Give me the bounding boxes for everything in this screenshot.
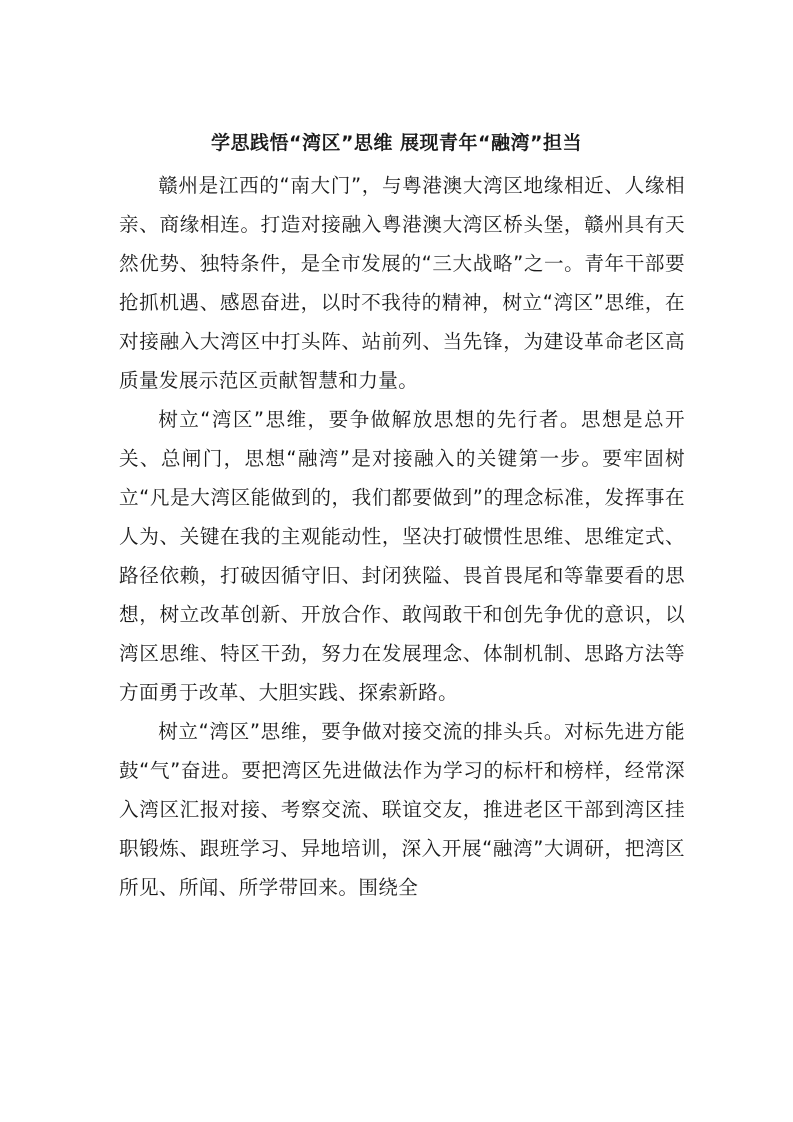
document-body	[119, 166, 685, 907]
paragraph-emancipate-thinking: 树立“湾区”思维，要争做解放思想的先行者。思想是总开关、总闸门，思想“融湾”是对接融入的关键第一步。要牢固树立“凡是大湾区能做到的，我们都要做到”的理念标准，发挥事在人为、关键在我的主观能动性，坚决打破惯性思维、思维定式、路径依赖，打破因循守旧、封闭狭隘、畏首畏尾和等靠要看的思想，树立改革创新、开放合作、敢闯敢干和创先争优的意识，以湾区思维、特区干劲，努力在发展理念、体制机制、思路方法等方面勇于改革、大胆实践、探索新路。	[119, 408, 685, 704]
paragraph-exchange-pioneer: 树立“湾区”思维，要争做对接交流的排头兵。对标先进方能鼓“气”奋进。要把湾区先进做法作为学习的标杆和榜样，经常深入湾区汇报对接、考察交流、联谊交友，推进老区干部到湾区挂职锻炼、跟班学习、异地培训，深入开展“融湾”大调研，把湾区所见、所闻、所学带回来。围绕全	[119, 720, 685, 899]
document-title: 学思践悟“湾区”思维 展现青年“融湾”担当	[210, 132, 583, 154]
paragraph-intro: 赣州是江西的“南大门”，与粤港澳大湾区地缘相近、人缘相亲、商缘相连。打造对接融入粤港澳大湾区桥头堡，赣州具有天然优势、独特条件，是全市发展的“三大战略”之一。青年干部要抢抓机遇、感恩奋进，以时不我待的精神，树立“湾区”思维，在对接融入大湾区中打头阵、站前列、当先锋，为建设革命老区高质量发展示范区贡献智慧和力量。	[119, 174, 685, 392]
